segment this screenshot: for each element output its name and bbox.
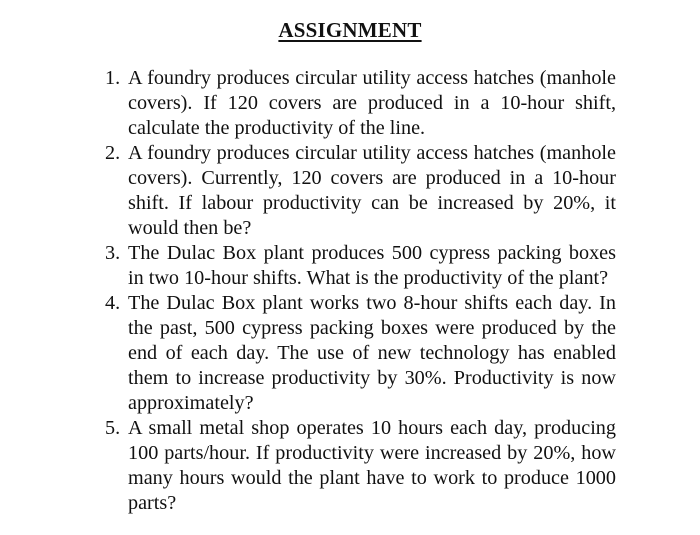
question-number: 4.: [105, 292, 121, 314]
page-title: ASSIGNMENT: [278, 18, 422, 42]
question-text: A small metal shop operates 10 hours each day, producing 100 parts/hour. If productivity were increased by 20%, how many hours would the plant have to work to produce 1000 parts?: [128, 417, 616, 514]
question-number: 5.: [105, 417, 121, 439]
question-text: A foundry produces circular utility access hatches (manhole covers). Currently, 120 covers are produced in a 10-hour shift. If labour productivity can be increased by 20%, it would then be?: [128, 142, 616, 239]
question-item-5: [105, 416, 616, 516]
question-number: 1.: [105, 67, 121, 89]
question-item-4: [105, 291, 616, 416]
question-list: [105, 66, 616, 516]
question-text: The Dulac Box plant works two 8-hour shifts each day. In the past, 500 cypress packing boxes were produced by the end of each day. The use of new technology has enabled them to increase productivity by 30%. Productivity is now approximately?: [128, 292, 616, 414]
question-number: 3.: [105, 242, 121, 264]
question-item-3: [105, 241, 616, 291]
question-item-1: [105, 66, 616, 141]
question-text: A foundry produces circular utility access hatches (manhole covers). If 120 covers are produced in a 10-hour shift, calculate the productivity of the line.: [128, 67, 616, 139]
question-text: The Dulac Box plant produces 500 cypress packing boxes in two 10-hour shifts. What is the productivity of the plant?: [128, 242, 616, 289]
question-item-2: [105, 141, 616, 241]
question-number: 2.: [105, 142, 121, 164]
